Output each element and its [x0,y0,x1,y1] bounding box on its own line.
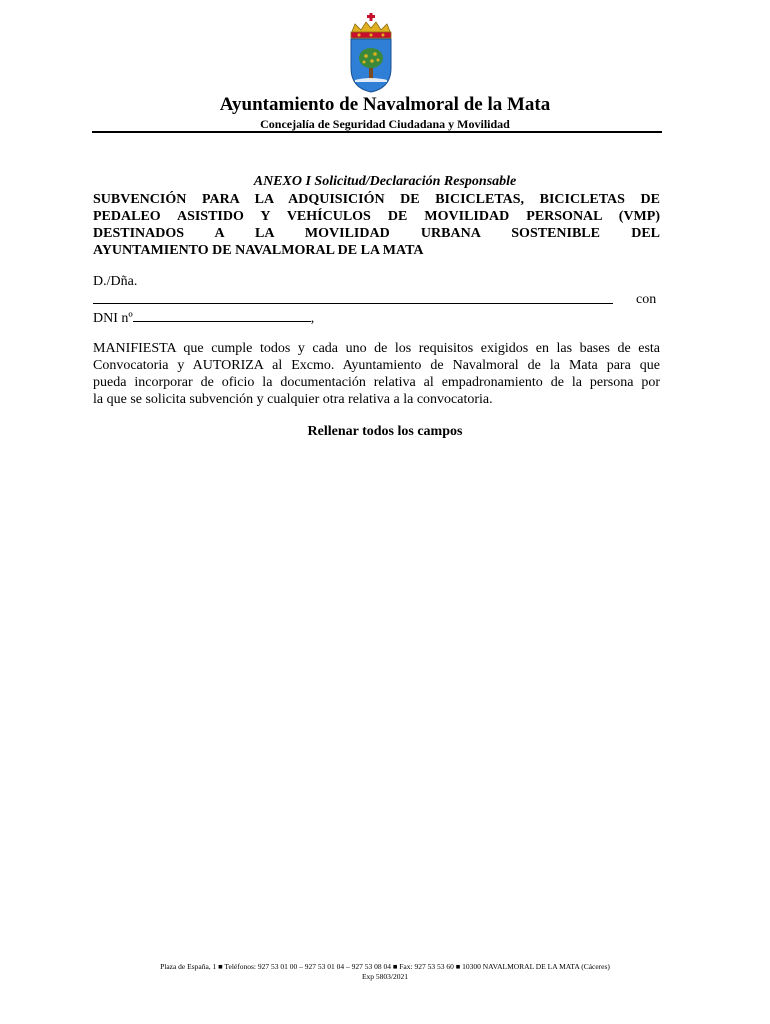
header-divider [92,131,662,133]
page-footer [0,962,770,982]
dni-row [93,309,314,327]
department-name: Concejalía de Seguridad Ciudadana y Movilidad [260,117,510,131]
con-label: con [636,292,657,307]
fill-all-fields-note: Rellenar todos los campos [307,424,463,439]
dni-suffix: , [310,311,315,326]
dni-label: DNI nº [93,311,133,326]
subject-line: SUBVENCIÓN PARA LA ADQUISICIÓN DE BICICLETAS, BICICLETAS DE [93,192,660,207]
declaration-paragraph [93,340,660,408]
subject-line: DESTINADOS A LA MOVILIDAD URBANA SOSTENIBLE DEL [93,226,660,241]
subject-heading [93,191,660,259]
declaration-line: la que se solicita subvención y cualquier otra relativa a la convocatoria. [93,392,493,407]
dni-field[interactable] [133,309,311,322]
organization-name: Ayuntamiento de Navalmoral de la Mata [219,94,551,115]
name-field[interactable] [93,303,613,304]
declaration-line: pueda incorporar de oficio la documentación relativa al empadronamiento de la persona por [93,375,660,390]
municipal-crest-icon [345,12,397,94]
footer-address: Plaza de España, 1 ■ Teléfonos: 927 53 01 00 – 927 53 01 04 – 927 53 08 04 ■ Fax: 927 53 53 60 ■ 10300 NAVALMORAL DE LA MATA (Cáceres) [160,962,610,971]
subject-line: AYUNTAMIENTO DE NAVALMORAL DE LA MATA [93,243,424,258]
annex-title: ANEXO I Solicitud/Declaración Responsable [253,174,517,189]
subject-line: PEDALEO ASISTIDO Y VEHÍCULOS DE MOVILIDAD PERSONAL (VMP) [93,209,660,224]
name-label: D./Dña. [93,274,138,289]
footer-exp: Exp 5803/2021 [361,972,409,981]
declaration-line: MANIFIESTA que cumple todos y cada uno de los requisitos exigidos en las bases de esta [93,341,660,356]
declaration-line: Convocatoria y AUTORIZA al Excmo. Ayuntamiento de Navalmoral de la Mata para que [93,358,660,373]
